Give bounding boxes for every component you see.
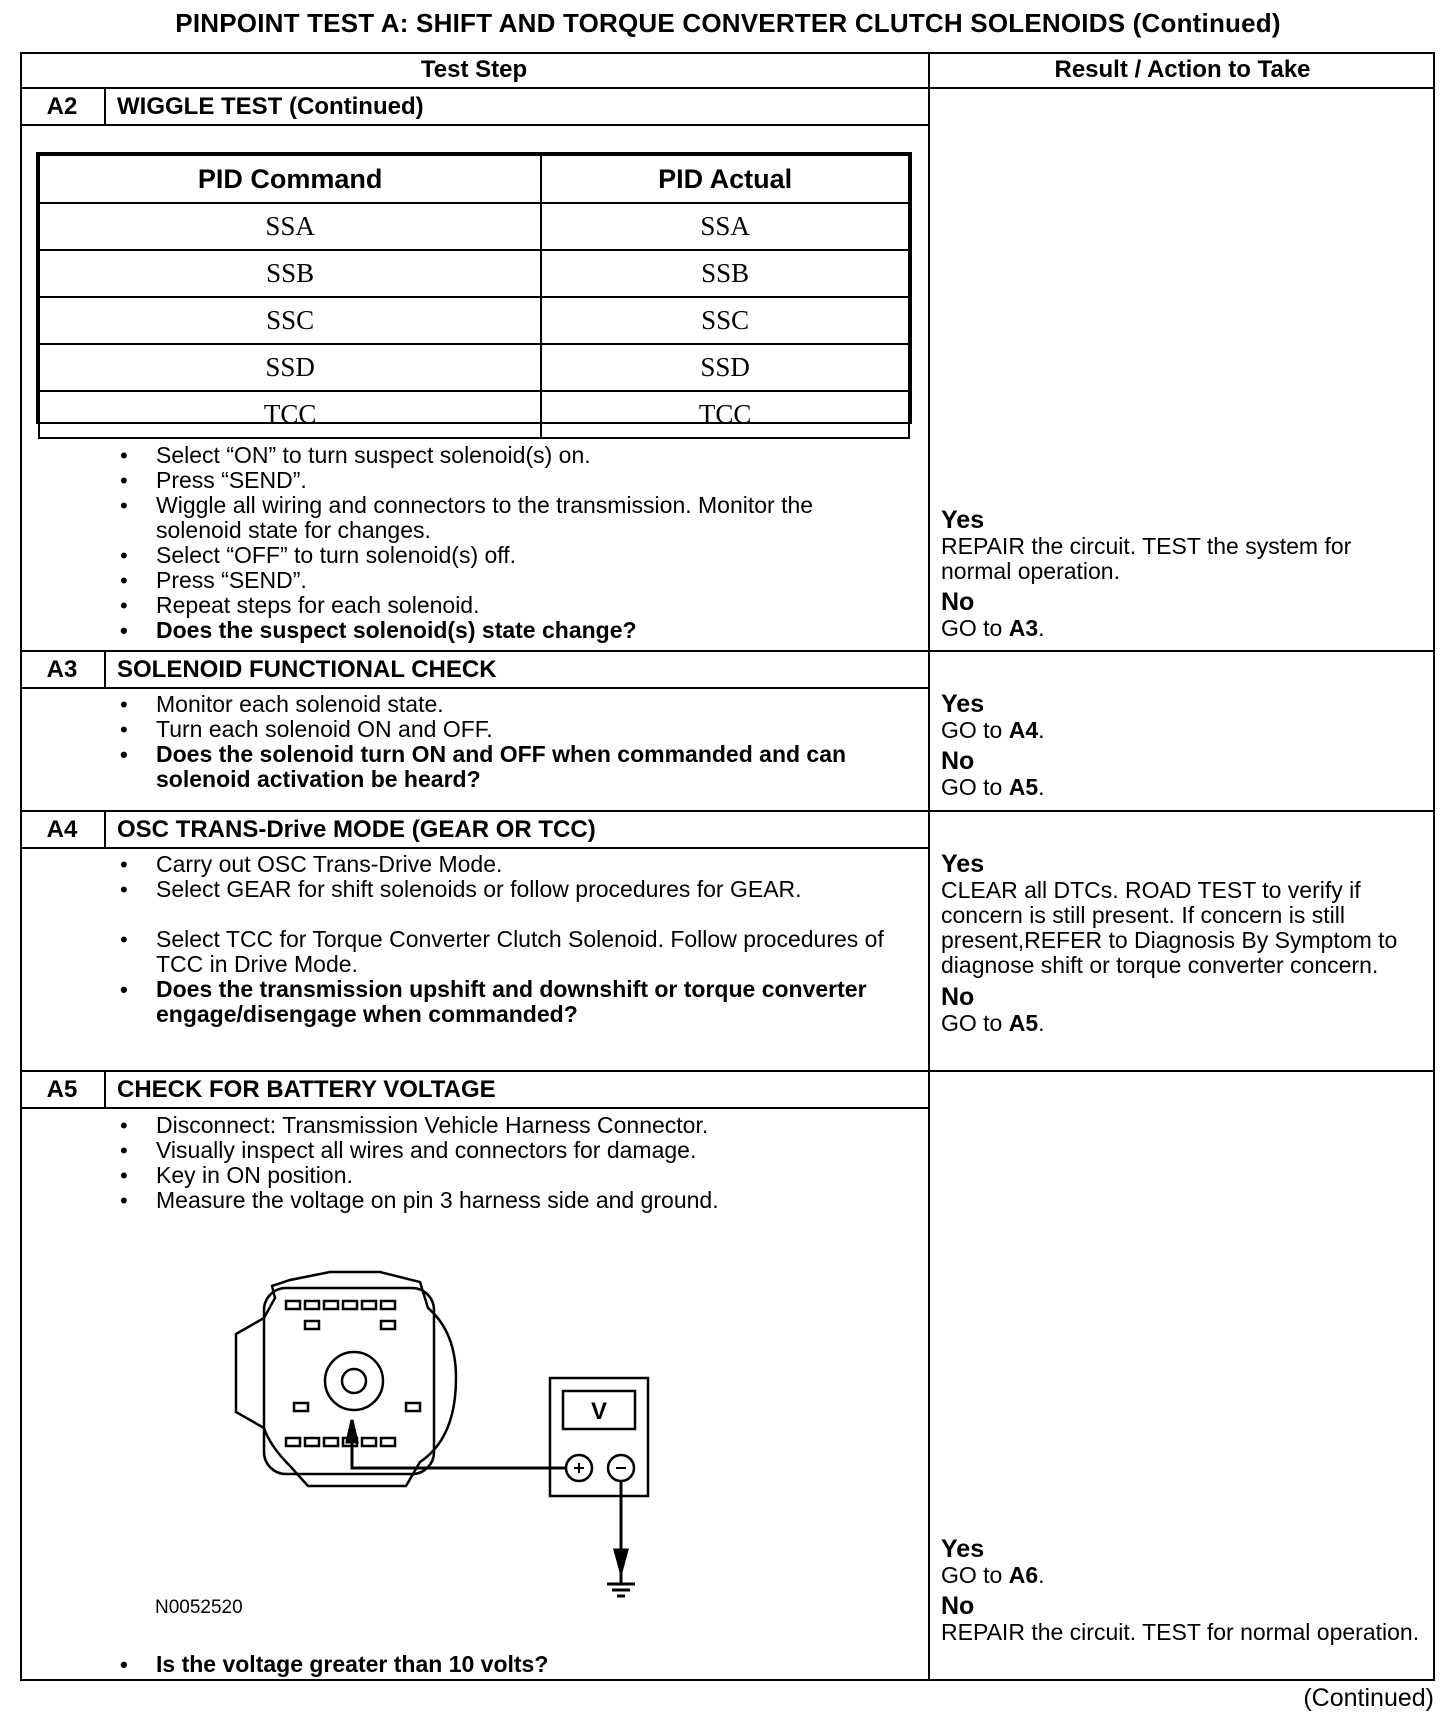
step-question: • Does the solenoid turn ON and OFF when commanded and can solenoid activation be heard? xyxy=(118,742,898,792)
pid-header-actual: PID Actual xyxy=(541,155,909,203)
pin xyxy=(324,1301,338,1309)
table-row xyxy=(39,297,909,344)
step-question: • Does the suspect solenoid(s) state change? xyxy=(118,618,898,643)
step-ref[interactable]: A5 xyxy=(1008,774,1039,800)
yes-action: REPAIR the circuit. TEST the system for normal operation. xyxy=(941,533,1352,584)
no-label: No xyxy=(941,747,975,775)
table-row xyxy=(39,391,909,438)
list-item: • Measure the voltage on pin 3 harness side and ground. xyxy=(118,1188,898,1213)
pin xyxy=(324,1438,338,1446)
header-row-line xyxy=(20,87,1435,89)
no-action: GO to A5. xyxy=(941,774,1045,800)
yes-action: GO to A4. xyxy=(941,717,1045,743)
list-item: • Select GEAR for shift solenoids or follow procedures for GEAR. xyxy=(118,877,898,902)
pin xyxy=(294,1403,308,1411)
center-boss xyxy=(325,1352,383,1410)
pin xyxy=(381,1301,395,1309)
connector-voltmeter-diagram xyxy=(230,1268,670,1620)
list-item: • Carry out OSC Trans-Drive Mode. xyxy=(118,852,898,877)
no-label: No xyxy=(941,588,975,616)
result-a3 xyxy=(941,690,1421,800)
result-a5 xyxy=(941,1535,1421,1645)
list-item: • Select “OFF” to turn solenoid(s) off. xyxy=(118,543,898,568)
table-row xyxy=(39,344,909,391)
list-item: • Press “SEND”. xyxy=(118,568,898,593)
pid-header-command: PID Command xyxy=(39,155,541,203)
yes-label: Yes xyxy=(941,850,985,878)
no-action: GO to A3. xyxy=(941,615,1045,641)
result-a2 xyxy=(941,506,1421,641)
pin xyxy=(362,1438,376,1446)
step-number-a2: A2 xyxy=(46,93,78,120)
step-a4-bullets xyxy=(118,852,898,1027)
yes-action: CLEAR all DTCs. ROAD TEST to verify if concern is still present. If concern is still present,REFER to Diagnosis By Symptom to diagnose shift or torque converter concern. xyxy=(941,877,1398,978)
row-line-a5 xyxy=(20,1070,1435,1072)
no-action: REPAIR the circuit. TEST for normal operation. xyxy=(941,1619,1420,1645)
list-item: • Wiggle all wiring and connectors to the transmission. Monitor the solenoid state for changes. xyxy=(118,493,898,543)
continued-note: (Continued) xyxy=(1303,1684,1434,1712)
a4-title-line xyxy=(20,847,930,849)
yes-action: GO to A6. xyxy=(941,1562,1045,1588)
column-divider xyxy=(928,52,930,1681)
no-action: GO to A5. xyxy=(941,1010,1045,1036)
pid-cell: SSC xyxy=(39,297,541,344)
step-title-a2: WIGGLE TEST (Continued) xyxy=(117,93,424,120)
table-row xyxy=(39,203,909,250)
step-question: • Does the transmission upshift and downshift or torque converter engage/disengage when commanded? xyxy=(118,977,898,1027)
pid-table xyxy=(36,152,912,429)
step-number-a3: A3 xyxy=(46,656,78,683)
table-row xyxy=(39,250,909,297)
a5-title-line xyxy=(20,1107,930,1109)
pin xyxy=(381,1321,395,1329)
connector-shell xyxy=(236,1272,456,1486)
pin xyxy=(286,1438,300,1446)
list-item: • Press “SEND”. xyxy=(118,468,898,493)
row-line-a3 xyxy=(20,650,1435,652)
list-item: • Repeat steps for each solenoid. xyxy=(118,593,898,618)
pid-cell: TCC xyxy=(541,391,909,438)
no-label: No xyxy=(941,1592,975,1620)
step-a2-bullets xyxy=(118,443,898,643)
yes-label: Yes xyxy=(941,506,985,534)
step-title-a4: OSC TRANS-Drive MODE (GEAR OR TCC) xyxy=(117,816,596,843)
step-number-a4: A4 xyxy=(46,816,78,843)
list-item: • Disconnect: Transmission Vehicle Harness Connector. xyxy=(118,1113,898,1138)
pid-cell: SSA xyxy=(39,203,541,250)
step-a3-bullets xyxy=(118,692,898,792)
voltmeter xyxy=(550,1378,648,1496)
pin xyxy=(362,1301,376,1309)
pin xyxy=(381,1438,395,1446)
probe-tip xyxy=(347,1420,357,1442)
a2-title-line xyxy=(20,124,930,126)
list-item: • Turn each solenoid ON and OFF. xyxy=(118,717,898,742)
a3-title-line xyxy=(20,687,930,689)
step-ref[interactable]: A3 xyxy=(1008,615,1039,641)
pid-cell: SSD xyxy=(39,344,541,391)
step-a5-bullets xyxy=(118,1113,898,1213)
list-item: • Monitor each solenoid state. xyxy=(118,692,898,717)
row-line-a4 xyxy=(20,810,1435,812)
step-ref[interactable]: A5 xyxy=(1008,1010,1039,1036)
list-item: • Select TCC for Torque Converter Clutch Solenoid. Follow procedures of TCC in Drive Mode. xyxy=(118,927,898,977)
step-title-a3: SOLENOID FUNCTIONAL CHECK xyxy=(117,656,497,683)
yes-label: Yes xyxy=(941,690,985,718)
step-a5-question xyxy=(118,1652,898,1677)
step-ref[interactable]: A4 xyxy=(1008,717,1039,743)
list-item: • Key in ON position. xyxy=(118,1163,898,1188)
pin xyxy=(343,1301,357,1309)
step-num-divider-a4 xyxy=(104,811,106,848)
pid-cell: SSC xyxy=(541,297,909,344)
step-question: • Is the voltage greater than 10 volts? xyxy=(118,1652,898,1677)
figure-code: N0052520 xyxy=(155,1597,243,1618)
result-a4 xyxy=(941,850,1429,1036)
yes-label: Yes xyxy=(941,1535,985,1563)
pid-cell: SSB xyxy=(39,250,541,297)
page-title: PINPOINT TEST A: SHIFT AND TORQUE CONVERTER CLUTCH SOLENOIDS (Continued) xyxy=(175,8,1281,38)
list-item: • Select “ON” to turn suspect solenoid(s) on. xyxy=(118,443,898,468)
pid-cell: SSD xyxy=(541,344,909,391)
pin xyxy=(406,1403,420,1411)
pin xyxy=(305,1321,319,1329)
pid-cell: SSB xyxy=(541,250,909,297)
meter-label: V xyxy=(590,1398,608,1425)
ground-probe-tip xyxy=(615,1550,627,1572)
step-num-divider-a2 xyxy=(104,88,106,126)
list-item: • Visually inspect all wires and connectors for damage. xyxy=(118,1138,898,1163)
step-num-divider-a5 xyxy=(104,1071,106,1109)
pin xyxy=(305,1438,319,1446)
center-boss-inner xyxy=(342,1369,366,1393)
step-ref[interactable]: A6 xyxy=(1008,1562,1039,1588)
step-num-divider-a3 xyxy=(104,651,106,689)
step-number-a5: A5 xyxy=(46,1076,78,1103)
pid-cell: TCC xyxy=(39,391,541,438)
pin xyxy=(286,1301,300,1309)
no-label: No xyxy=(941,983,975,1011)
step-title-a5: CHECK FOR BATTERY VOLTAGE xyxy=(117,1076,496,1103)
pid-cell: SSA xyxy=(541,203,909,250)
header-test-step: Test Step xyxy=(420,56,528,83)
header-result: Result / Action to Take xyxy=(1054,56,1311,83)
pin xyxy=(305,1301,319,1309)
